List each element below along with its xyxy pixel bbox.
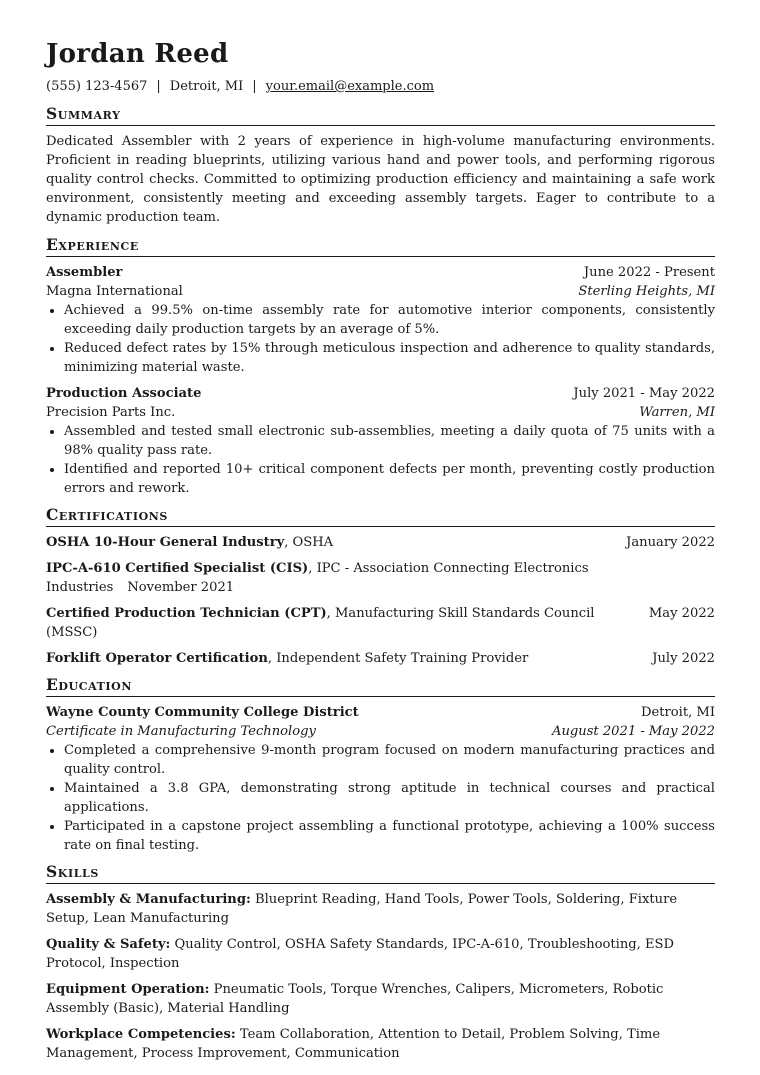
bullet-item: • Identified and reported 10+ critical component defects per month, preventing costly production errors and rework. [64, 460, 715, 498]
certification-entry [46, 533, 715, 552]
job-title: Assembler [46, 265, 123, 280]
section-title-certifications: Certifications [46, 506, 715, 527]
email-link[interactable]: your.email@example.com [265, 79, 435, 94]
education-bullets [46, 741, 715, 855]
skill-label: Quality & Safety: [46, 937, 171, 952]
job-bullets [46, 301, 715, 377]
skills-section [46, 890, 715, 1063]
job-dates: July 2021 - May 2022 [573, 386, 715, 401]
program-name: Certificate in Manufacturing Technology [46, 724, 316, 739]
job-title: Production Associate [46, 386, 202, 401]
skill-group [46, 980, 715, 1018]
skill-values: Pneumatic Tools, Torque Wrenches, Calipers, Micrometers, Robotic Assembly (Basic), Material Handling [46, 982, 664, 1016]
certification-entry [46, 649, 715, 668]
contact-separator: | [156, 79, 161, 94]
bullet-item: • Completed a comprehensive 9-month program focused on modern manufacturing practices and quality control. [64, 741, 715, 779]
certification-name: Certified Production Technician (CPT) [46, 606, 327, 621]
bullet-item: • Achieved a 99.5% on-time assembly rate for automotive interior components, consistently exceeding daily production targets by an average of 5%. [64, 301, 715, 339]
bullet-item: • Assembled and tested small electronic sub-assemblies, meeting a daily quota of 75 units with a 98% quality pass rate. [64, 422, 715, 460]
contact-separator: | [252, 79, 257, 94]
job-location: Sterling Heights, MI [578, 284, 715, 299]
bullet-item: • Participated in a capstone project assembling a functional prototype, achieving a 100% success rate on final testing. [64, 817, 715, 855]
resume-page [46, 38, 715, 1070]
company-name: Precision Parts Inc. [46, 405, 176, 420]
certification-issuer: , Independent Safety Training Provider [267, 651, 529, 666]
certification-date: November 2021 [127, 580, 235, 595]
skill-label: Workplace Competencies: [46, 1027, 236, 1042]
certification-issuer: , IPC - Association Connecting Electronics Industries [46, 561, 589, 595]
school-location: Detroit, MI [640, 705, 715, 720]
section-title-education: Education [46, 676, 715, 697]
candidate-name: Jordan Reed [46, 39, 229, 69]
education-section [46, 703, 715, 855]
section-title-skills: Skills [46, 863, 715, 884]
section-title-experience: Experience [46, 236, 715, 257]
job-location: Warren, MI [639, 405, 715, 420]
section-title-summary: Summary [46, 105, 715, 126]
job-dates: June 2022 - Present [583, 265, 715, 280]
skill-label: Equipment Operation: [46, 982, 210, 997]
skill-values: Team Collaboration, Attention to Detail, Problem Solving, Time Management, Process Improvement, Communication [46, 1027, 661, 1061]
education-dates: August 2021 - May 2022 [551, 724, 715, 739]
bullet-item: • Maintained a 3.8 GPA, demonstrating strong aptitude in technical courses and practical applications. [64, 779, 715, 817]
job-bullets [46, 422, 715, 498]
bullet-item: • Reduced defect rates by 15% through meticulous inspection and adherence to quality standards, minimizing material waste. [64, 339, 715, 377]
company-name: Magna International [46, 284, 183, 299]
experience-section [46, 263, 715, 498]
contact-line [46, 78, 715, 95]
certification-issuer: , Manufacturing Skill Standards Council (MSSC) [46, 606, 595, 640]
job-entry [46, 263, 715, 377]
location: Detroit, MI [169, 79, 244, 94]
certification-date: January 2022 [626, 535, 715, 550]
certification-name: Forklift Operator Certification [46, 651, 268, 666]
skill-values: Blueprint Reading, Hand Tools, Power Tools, Soldering, Fixture Setup, Lean Manufacturing [46, 892, 678, 926]
certification-issuer: , OSHA [284, 535, 334, 550]
certifications-section [46, 533, 715, 668]
skill-label: Assembly & Manufacturing: [46, 892, 251, 907]
certification-date: July 2022 [652, 651, 715, 666]
phone-number: (555) 123-4567 [46, 79, 148, 94]
certification-date: May 2022 [648, 606, 715, 621]
certification-entry [46, 604, 715, 642]
skill-group [46, 1025, 715, 1063]
summary-text: Dedicated Assembler with 2 years of experience in high-volume manufacturing environments. Proficient in reading blueprints, utilizing various hand and power tools, and performing rigorous quality control checks. Committed to optimizing production efficiency and maintaining a safe work environment, consistently meeting and exceeding assembly targets. Eager to contribute to a dynamic production team. [46, 134, 715, 225]
skill-group [46, 890, 715, 928]
skill-values: Quality Control, OSHA Safety Standards, IPC-A-610, Troubleshooting, ESD Protocol, Inspection [46, 937, 675, 971]
job-entry [46, 384, 715, 498]
school-name: Wayne County Community College District [46, 705, 359, 720]
certification-name: OSHA 10-Hour General Industry [46, 535, 285, 550]
skill-group [46, 935, 715, 973]
certification-name: IPC-A-610 Certified Specialist (CIS) [46, 561, 309, 576]
certification-entry [46, 559, 715, 597]
